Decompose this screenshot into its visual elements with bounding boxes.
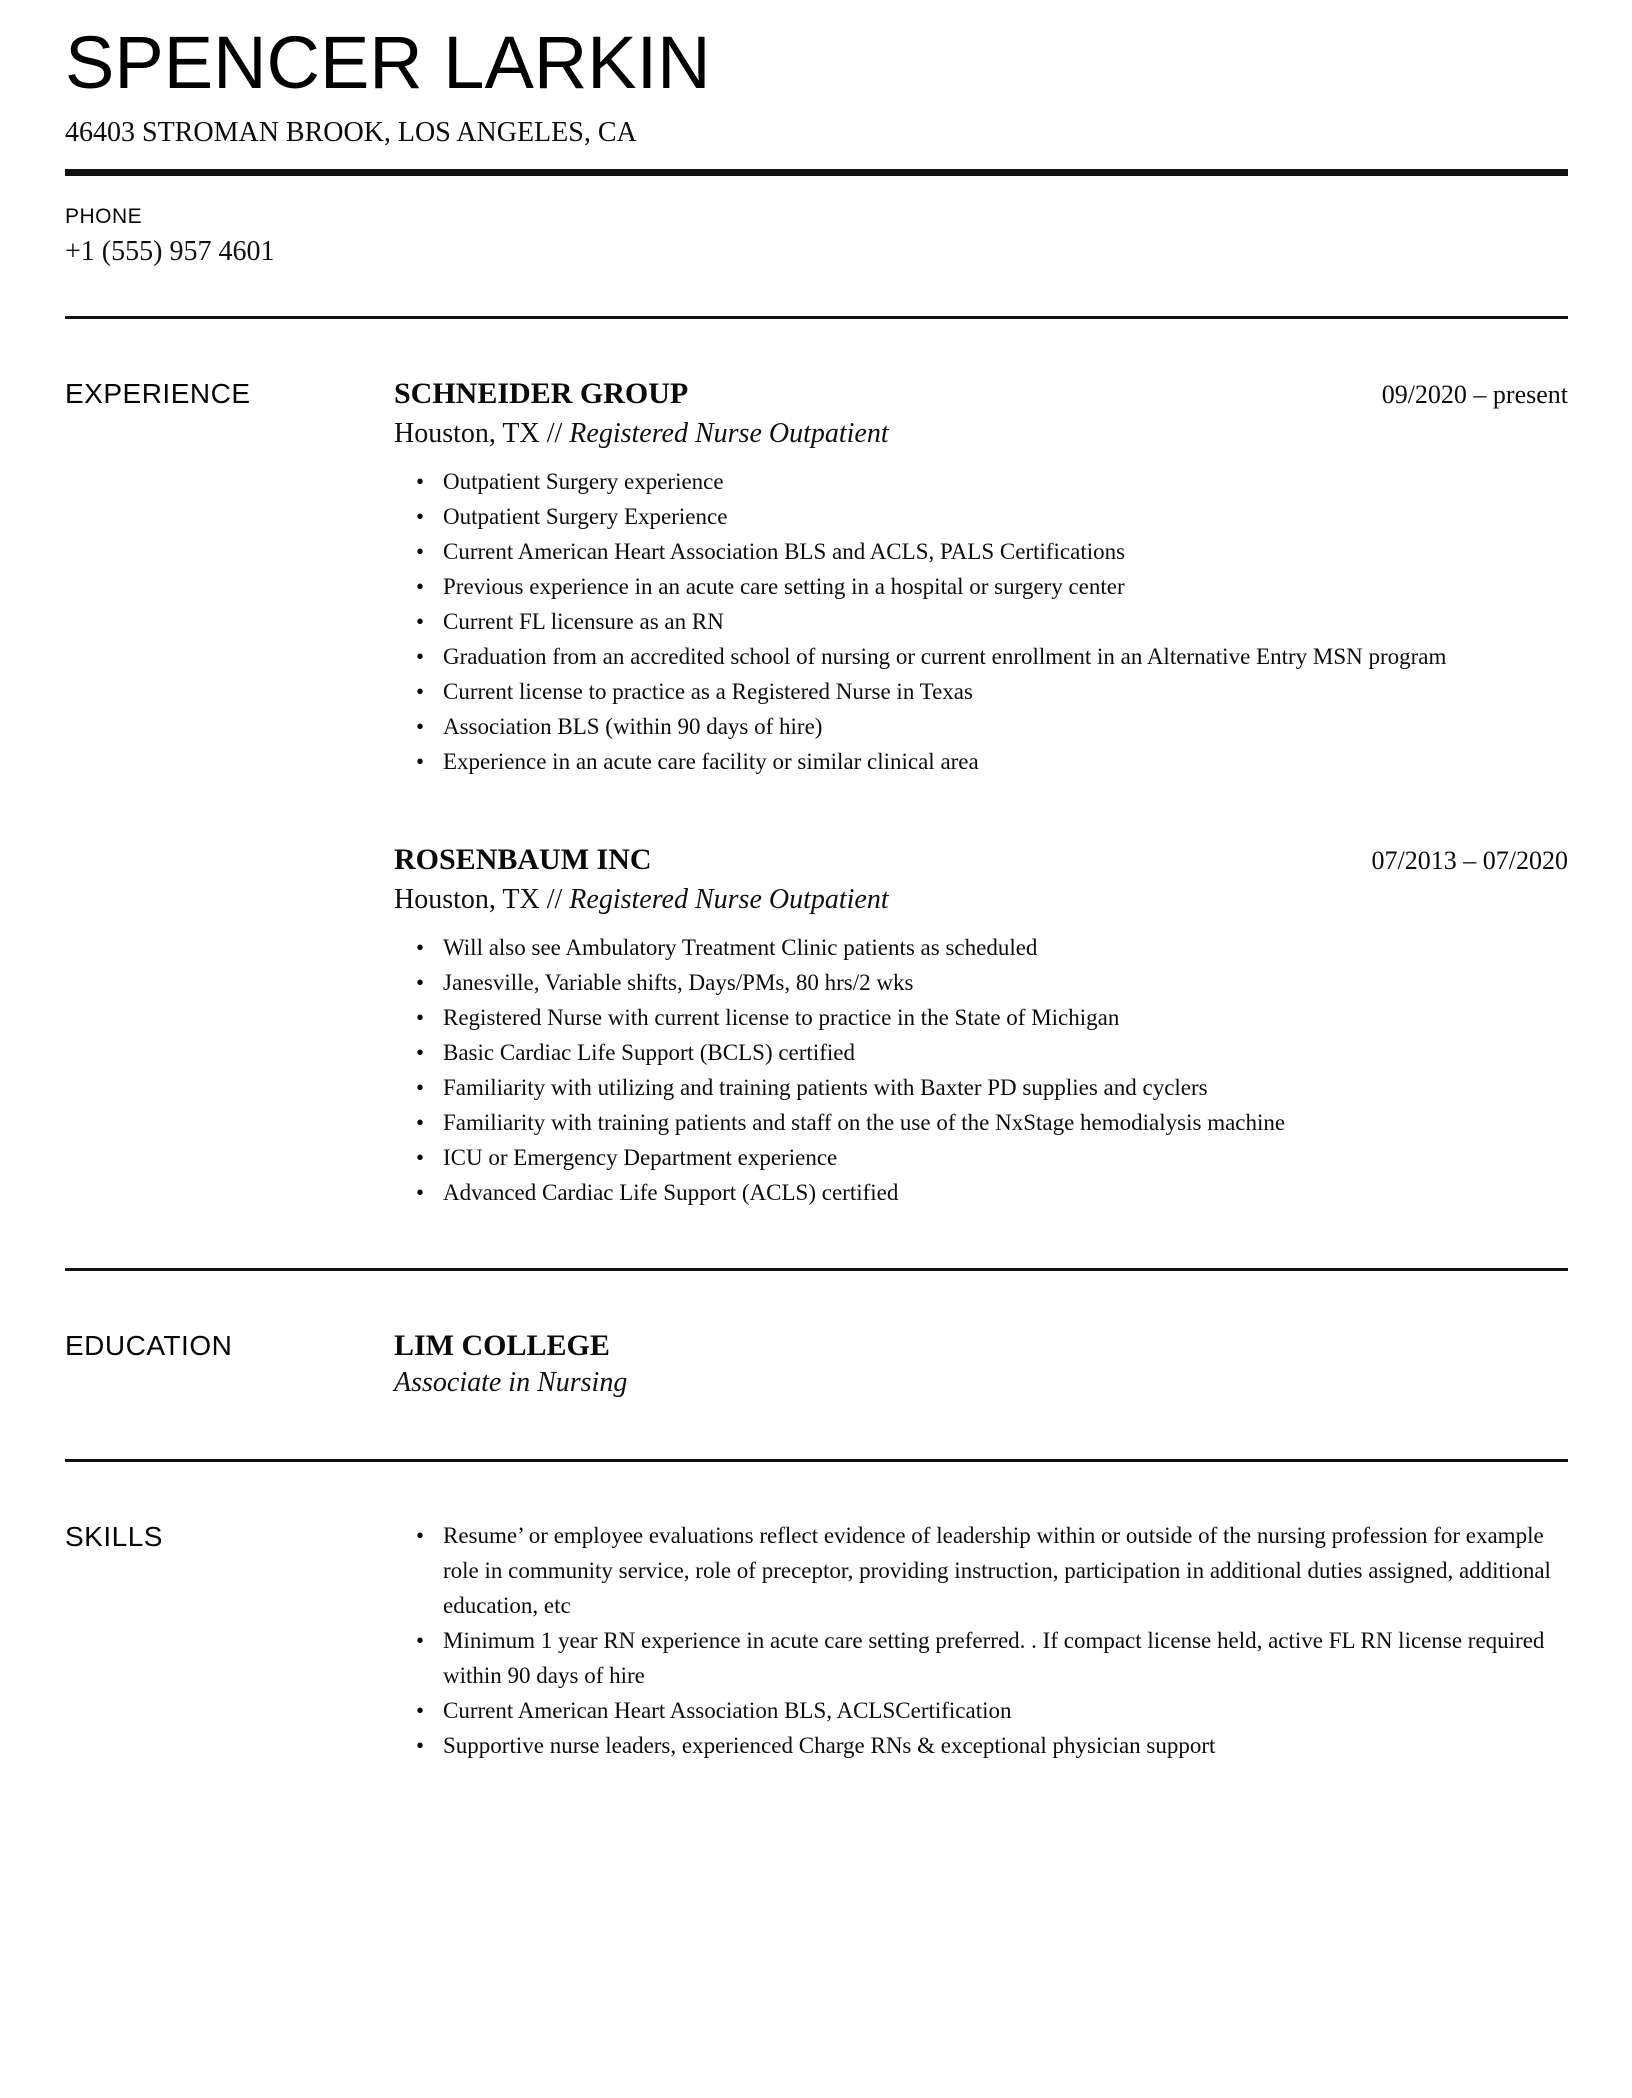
job-separator: // bbox=[546, 884, 563, 915]
job-location: Houston, TX bbox=[394, 884, 540, 915]
contact-section bbox=[65, 204, 1568, 270]
job-title: Registered Nurse Outpatient bbox=[569, 418, 889, 449]
phone-value: +1 (555) 957 4601 bbox=[65, 236, 275, 267]
job-entry-rosenbaum bbox=[394, 841, 1568, 1210]
skills-heading: SKILLS bbox=[65, 1521, 163, 1552]
skills-bullet-list bbox=[394, 1518, 1568, 1763]
experience-section bbox=[65, 319, 1568, 1210]
job-header bbox=[394, 375, 1568, 414]
degree-name: Associate in Nursing bbox=[394, 1367, 628, 1398]
phone-label: PHONE bbox=[65, 205, 143, 228]
education-heading: EDUCATION bbox=[65, 1330, 233, 1361]
skills-section bbox=[65, 1462, 1568, 1763]
bullet-item: • Will also see Ambulatory Treatment Clinic patients as scheduled bbox=[394, 930, 1568, 965]
header-divider bbox=[65, 169, 1568, 176]
job-dates: 09/2020 – present bbox=[1381, 380, 1568, 409]
bullet-item: • ICU or Emergency Department experience bbox=[394, 1140, 1568, 1175]
bullet-item: • Minimum 1 year RN experience in acute care setting preferred. . If compact license held, active FL RN license required within 90 days of hire bbox=[394, 1623, 1568, 1693]
experience-content bbox=[394, 375, 1568, 1210]
education-content bbox=[394, 1327, 1568, 1401]
bullet-item: • Current license to practice as a Registered Nurse in Texas bbox=[394, 674, 1568, 709]
job-title: Registered Nurse Outpatient bbox=[569, 884, 889, 915]
person-address: 46403 STROMAN BROOK, LOS ANGELES, CA bbox=[65, 117, 637, 148]
job-bullet-list bbox=[394, 464, 1568, 779]
school-name: LIM COLLEGE bbox=[394, 1329, 610, 1362]
bullet-item: • Basic Cardiac Life Support (BCLS) certified bbox=[394, 1035, 1568, 1070]
bullet-item: • Familiarity with training patients and staff on the use of the NxStage hemodialysis machine bbox=[394, 1105, 1568, 1140]
job-location: Houston, TX bbox=[394, 418, 540, 449]
bullet-item: • Experience in an acute care facility or similar clinical area bbox=[394, 744, 1568, 779]
skills-content bbox=[394, 1518, 1568, 1763]
job-subtitle bbox=[394, 882, 1568, 918]
bullet-item: • Previous experience in an acute care setting in a hospital or surgery center bbox=[394, 569, 1568, 604]
bullet-item: • Familiarity with utilizing and training patients with Baxter PD supplies and cyclers bbox=[394, 1070, 1568, 1105]
job-separator: // bbox=[546, 418, 563, 449]
bullet-item: • Outpatient Surgery experience bbox=[394, 464, 1568, 499]
company-name: ROSENBAUM INC bbox=[394, 843, 652, 876]
bullet-item: • Association BLS (within 90 days of hire) bbox=[394, 709, 1568, 744]
bullet-item: • Resume’ or employee evaluations reflect evidence of leadership within or outside of the nursing profession for example role in community service, role of preceptor, providing instruction, participation in additional duties assigned, additional education, etc bbox=[394, 1518, 1568, 1623]
bullet-item: • Graduation from an accredited school of nursing or current enrollment in an Alternative Entry MSN program bbox=[394, 639, 1568, 674]
bullet-item: • Current FL licensure as an RN bbox=[394, 604, 1568, 639]
job-header bbox=[394, 841, 1568, 880]
bullet-item: • Outpatient Surgery Experience bbox=[394, 499, 1568, 534]
job-entry-schneider bbox=[394, 375, 1568, 779]
bullet-item: • Janesville, Variable shifts, Days/PMs, 80 hrs/2 wks bbox=[394, 965, 1568, 1000]
company-name: SCHNEIDER GROUP bbox=[394, 377, 689, 410]
resume-header bbox=[65, 20, 1568, 151]
job-subtitle bbox=[394, 416, 1568, 452]
job-dates: 07/2013 – 07/2020 bbox=[1371, 846, 1568, 875]
person-name: SPENCER LARKIN bbox=[65, 21, 711, 104]
bullet-item: • Current American Heart Association BLS and ACLS, PALS Certifications bbox=[394, 534, 1568, 569]
education-section bbox=[65, 1271, 1568, 1401]
bullet-item: • Registered Nurse with current license to practice in the State of Michigan bbox=[394, 1000, 1568, 1035]
job-bullet-list bbox=[394, 930, 1568, 1210]
experience-heading: EXPERIENCE bbox=[65, 378, 251, 409]
bullet-item: • Supportive nurse leaders, experienced Charge RNs & exceptional physician support bbox=[394, 1728, 1568, 1763]
bullet-item: • Advanced Cardiac Life Support (ACLS) certified bbox=[394, 1175, 1568, 1210]
bullet-item: • Current American Heart Association BLS, ACLSCertification bbox=[394, 1693, 1568, 1728]
